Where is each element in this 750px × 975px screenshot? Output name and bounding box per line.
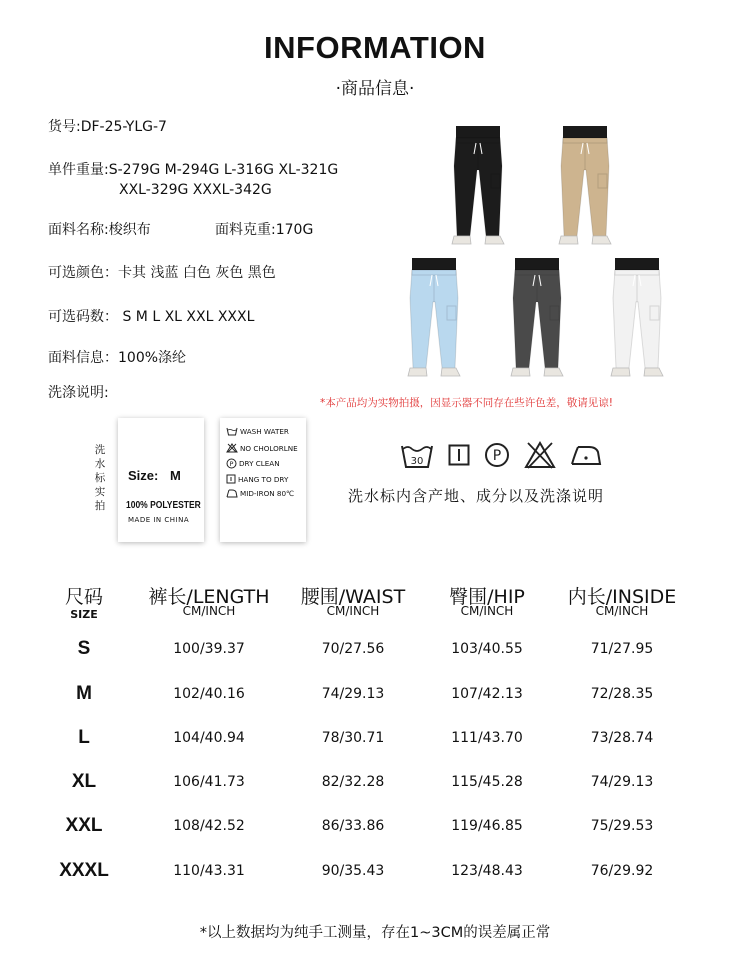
measure-cell: 74/29.13 (590, 774, 654, 790)
measure-cell: 106/41.73 (173, 774, 245, 790)
care-label-tag (220, 418, 306, 542)
measure-cell: 103/40.55 (451, 641, 523, 657)
measure-cell: 100/39.37 (173, 641, 245, 657)
wash-label-caption: 洗 水 标 实 拍 (94, 444, 106, 512)
no-bleach-icon (226, 443, 238, 453)
wash-water-icon (226, 427, 238, 436)
iron-icon (570, 444, 602, 466)
size-cell: XXL (65, 815, 103, 836)
measure-cell: 82/32.28 (321, 774, 385, 790)
measure-cell: 123/48.43 (451, 863, 523, 879)
khaki-pants (553, 126, 617, 250)
measure-cell: 115/45.28 (451, 774, 523, 790)
photo-disclaimer: *本产品均为实物拍摄，因显示器不同存在些许色差，敬请见谅! (320, 397, 613, 409)
light-blue-pants (402, 258, 466, 382)
measure-cell: 119/46.85 (451, 818, 523, 834)
hang-dry-icon (448, 444, 470, 466)
measure-cell: 108/42.52 (173, 818, 245, 834)
wash-30-icon (400, 440, 434, 470)
column-subheader: SIZE (70, 608, 98, 621)
column-header: 尺码 (64, 586, 103, 608)
measure-cell: 111/43.70 (451, 730, 523, 746)
measure-cell: 90/35.43 (321, 863, 385, 879)
black-pants (446, 126, 510, 250)
svg-text:P: P (492, 448, 502, 464)
wash-instructions-heading: 洗涤说明: (48, 385, 109, 401)
grey-pants (505, 258, 569, 382)
size-cell: M (76, 683, 92, 704)
column-subheader: CM/INCH (460, 604, 514, 618)
tag-care-iron: MID-IRON 80℃ (226, 489, 294, 498)
no-bleach-icon (524, 441, 556, 469)
fabric-weight: 面料克重:170G (215, 222, 314, 238)
tag-size-value: M (169, 468, 181, 483)
tag-care-dryclean: P DRY CLEAN (226, 458, 280, 469)
weight-line-1: 单件重量:S-279G M-294G L-316G XL-321G (48, 162, 339, 178)
measure-cell: 102/40.16 (173, 686, 245, 702)
measure-cell: 78/30.71 (321, 730, 385, 746)
measure-cell: 73/28.74 (590, 730, 654, 746)
column-header: 内长/INSIDE (567, 586, 677, 608)
white-pants (605, 258, 669, 382)
fabric-info: 面料信息：100%涤纶 (48, 350, 187, 366)
size-cell: XL (71, 771, 97, 792)
svg-text:30: 30 (410, 456, 424, 467)
hang-dry-icon (226, 474, 236, 484)
care-symbols (400, 440, 602, 470)
tag-care-bleach: NO CHOLORLNE (226, 443, 298, 453)
page-title: INFORMATION (264, 30, 486, 65)
weight-line-2: XXL-329G XXXL-342G (119, 182, 272, 198)
iron-icon (226, 489, 238, 498)
measure-cell: 72/28.35 (590, 686, 654, 702)
column-header: 腰围/WAIST (300, 586, 406, 608)
measure-cell: 86/33.86 (321, 818, 385, 834)
item-number: 货号:DF-25-YLG-7 (48, 119, 167, 135)
measurement-note: *以上数据均为纯手工测量，存在1~3CM的误差属正常 (199, 925, 551, 941)
tag-size-label: Size: (128, 468, 159, 483)
tag-care-hang: HANG TO DRY (226, 474, 288, 484)
svg-text:P: P (229, 460, 234, 468)
measure-cell: 76/29.92 (590, 863, 654, 879)
measure-cell: 70/27.56 (321, 641, 385, 657)
column-header: 裤长/LENGTH (148, 586, 270, 608)
available-sizes: 可选码数： S M L XL XXL XXXL (48, 309, 255, 325)
column-subheader: CM/INCH (595, 604, 649, 618)
measure-cell: 71/27.95 (590, 641, 654, 657)
available-colors: 可选颜色：卡其 浅蓝 白色 灰色 黑色 (48, 265, 276, 281)
size-cell: S (77, 638, 91, 659)
measure-cell: 75/29.53 (590, 818, 654, 834)
measure-cell: 74/29.13 (321, 686, 385, 702)
care-label-description: 洗水标内含产地、成分以及洗涤说明 (348, 487, 605, 505)
measure-cell: 107/42.13 (451, 686, 523, 702)
column-subheader: CM/INCH (182, 604, 236, 618)
tag-material: 100% POLYESTER (126, 500, 201, 511)
tag-made-in: MADE IN CHINA (128, 516, 190, 524)
dry-clean-icon (226, 458, 237, 469)
dry-clean-p-icon (484, 442, 510, 468)
fabric-name: 面料名称:梭织布 (48, 222, 151, 238)
column-header: 臀围/HIP (449, 586, 525, 608)
size-cell: XXXL (59, 860, 109, 881)
size-cell: L (78, 727, 90, 748)
tag-care-wash: WASH WATER (226, 427, 289, 436)
column-subheader: CM/INCH (326, 604, 380, 618)
measure-cell: 104/40.94 (173, 730, 245, 746)
tag-size (128, 468, 181, 483)
size-label-tag (118, 418, 204, 542)
page-subtitle: ·商品信息· (335, 79, 415, 99)
measure-cell: 110/43.31 (173, 863, 245, 879)
